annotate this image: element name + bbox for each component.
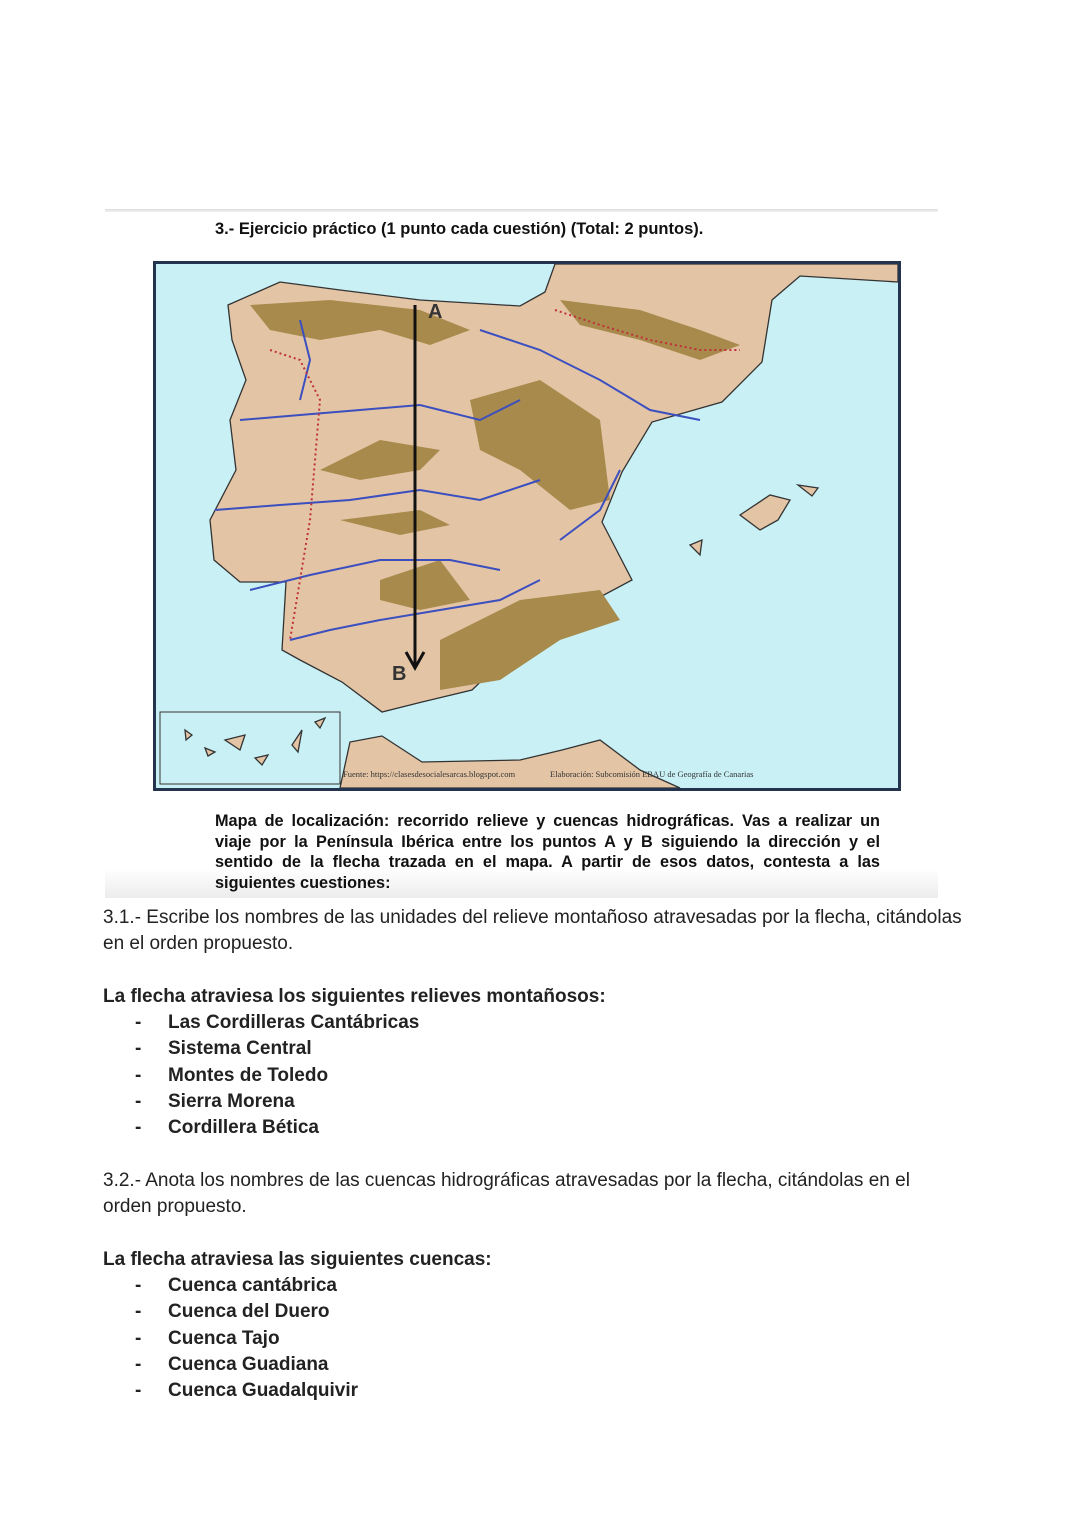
map-source: Fuente: https://clasesdesocialesarcas.blogspot.com xyxy=(343,769,516,779)
list-item: - Cuenca Guadiana xyxy=(135,1353,329,1375)
map-caption-box xyxy=(105,800,938,898)
list-item: - Sistema Central xyxy=(135,1038,312,1060)
answer-heading-3-1: La flecha atraviesa los siguientes relieves montañosos: xyxy=(103,986,606,1007)
list-item: - Cuenca Guadalquivir xyxy=(135,1380,359,1402)
list-item: - Las Cordilleras Cantábricas xyxy=(135,1012,420,1033)
list-item: - Montes de Toledo xyxy=(135,1064,329,1086)
answer-heading-3-2: La flecha atraviesa las siguientes cuencas: xyxy=(103,1249,492,1270)
list-item: - Cuenca Tajo xyxy=(135,1327,280,1349)
point-a-label: A xyxy=(428,301,443,323)
iberia-map xyxy=(153,261,901,791)
list-item: - Sierra Morena xyxy=(135,1090,295,1112)
map-credit: Elaboración: Subcomisión EBAU de Geografía de Canarias xyxy=(550,769,754,779)
relief-list xyxy=(135,1010,419,1141)
list-item: - Cordillera Bética xyxy=(135,1117,319,1139)
land xyxy=(185,264,898,788)
question-3-2: 3.2.- Anota los nombres de las cuencas hidrográficas atravesadas por la flecha, citándolas en el orden propuesto. xyxy=(103,1170,910,1217)
canary-inset xyxy=(160,712,340,784)
map-caption: Mapa de localización: recorrido relieve y cuencas hidrográficas. Vas a realizar un viaje por la Península Ibérica entre los puntos A y B siguiendo la dirección y el sentido de la flecha trazada en el mapa. A partir de esos datos, contesta a las siguientes cuestiones: xyxy=(215,812,880,892)
point-b-label: B xyxy=(392,663,407,685)
basin-list xyxy=(135,1273,358,1404)
divider xyxy=(105,209,938,212)
list-item: - Cuenca del Duero xyxy=(135,1301,330,1323)
question-3-1: 3.1.- Escribe los nombres de las unidades del relieve montañoso atravesadas por la flecha, citándolas en el orden propuesto. xyxy=(103,907,962,954)
exercise-title: 3.- Ejercicio práctico (1 punto cada cuestión) (Total: 2 puntos). xyxy=(215,220,704,238)
list-item: - Cuenca cantábrica xyxy=(135,1275,337,1296)
